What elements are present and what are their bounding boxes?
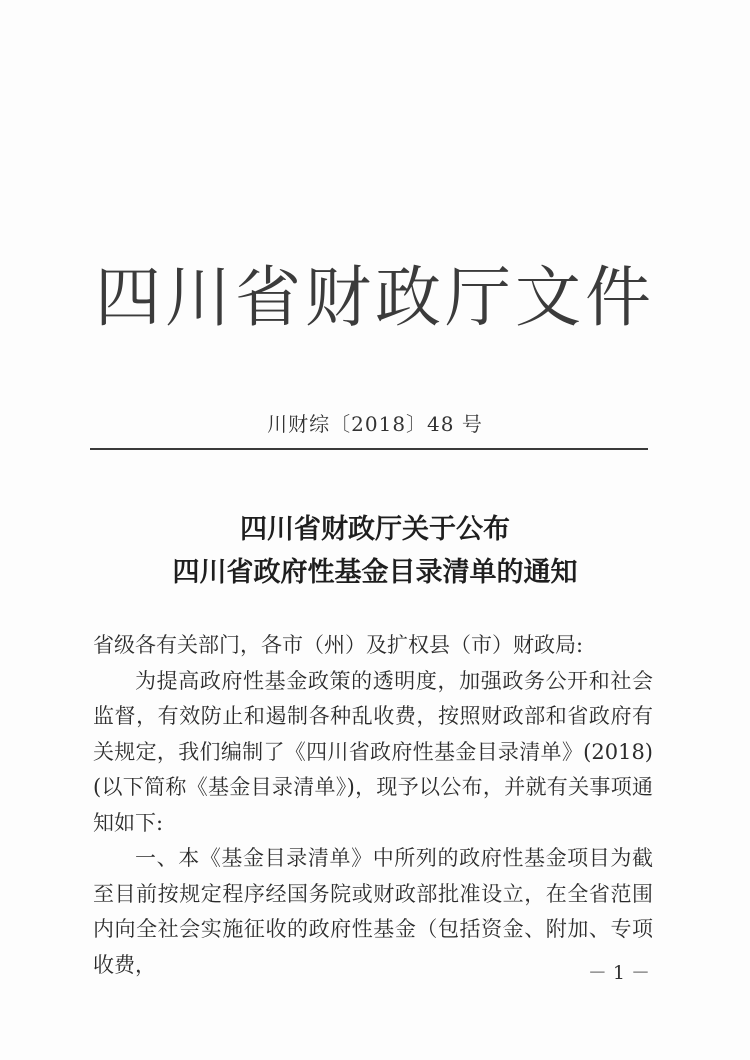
header-divider — [90, 448, 648, 450]
notice-body — [93, 628, 653, 983]
page-number: － 1 － — [587, 962, 650, 984]
paragraph-item-1: 一、本《基金目录清单》中所列的政府性基金项目为截至目前按规定程序经国务院或财政部批准设立，在全省范围内向全社会实施征收的政府性基金（包括资金、附加、专项收费， — [93, 846, 653, 977]
notice-title-line-2: 四川省政府性基金目录清单的通知 — [172, 557, 578, 588]
document-header-title: 四川省财政厅文件 — [95, 259, 655, 336]
paragraph-intro: 为提高政府性基金政策的透明度，加强政务公开和社会监督，有效防止和遏制各种乱收费，按照财政部和省政府有关规定，我们编制了《四川省政府性基金目录清单》(2018)(以下简称《基金目录清单》)，现予以公布，并就有关事项通知如下: — [93, 668, 653, 835]
document-number: 川财综〔2018〕48 号 — [267, 412, 483, 436]
salutation: 省级各有关部门，各市（州）及扩权县（市）财政局: — [93, 633, 584, 657]
notice-title — [0, 508, 750, 594]
notice-title-line-1: 四川省财政厅关于公布 — [240, 514, 510, 545]
